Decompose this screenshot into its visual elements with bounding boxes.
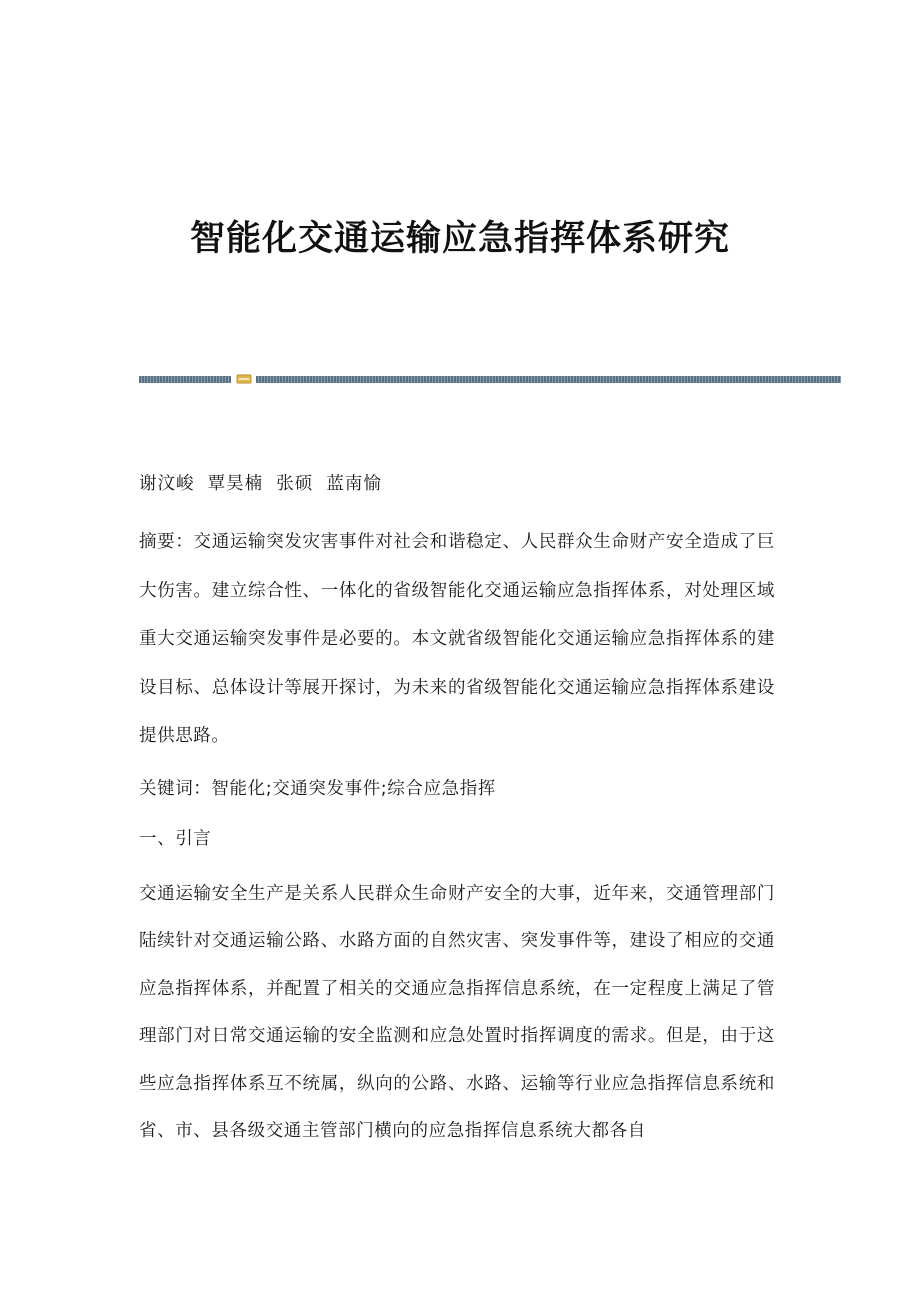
keywords-line: 关键词：智能化;交通突发事件;综合应急指挥 (139, 778, 496, 799)
body-paragraph: 交通运输安全生产是关系人民群众生命财产安全的大事，近年来，交通管理部门陆续针对交通运输公路、水路方面的自然灾害、突发事件等，建设了相应的交通应急指挥体系，并配置了相关的交通应急指挥信息系统，在一定程度上满足了管理部门对日常交通运输的安全监测和应急处置时指挥调度的需求。但是，由于这些应急指挥体系互不统属，纵向的公路、水路、运输等行业应急指挥信息系统和省、市、县各级交通主管部门横向的应急指挥信息系统大都各自 (139, 883, 775, 1142)
author-list: 谢汶峻 覃昊楠 张硕 蓝南愉 (139, 474, 382, 494)
divider-bar-left (139, 376, 231, 383)
divider-ornament-icon (236, 374, 252, 384)
document-title: 智能化交通运输应急指挥体系研究 (189, 218, 730, 259)
title-divider (139, 374, 841, 384)
abstract-paragraph: 摘要：交通运输突发灾害事件对社会和谐稳定、人民群众生命财产安全造成了巨大伤害。建立综合性、一体化的省级智能化交通运输应急指挥体系，对处理区域重大交通运输突发事件是必要的。本文就省级智能化交通运输应急指挥体系的建设目标、总体设计等展开探讨，为未来的省级智能化交通运输应急指挥体系建设提供思路。 (139, 532, 775, 747)
divider-bar-right (256, 376, 841, 383)
section-heading: 一、引言 (139, 828, 212, 849)
document-body (139, 466, 775, 1156)
